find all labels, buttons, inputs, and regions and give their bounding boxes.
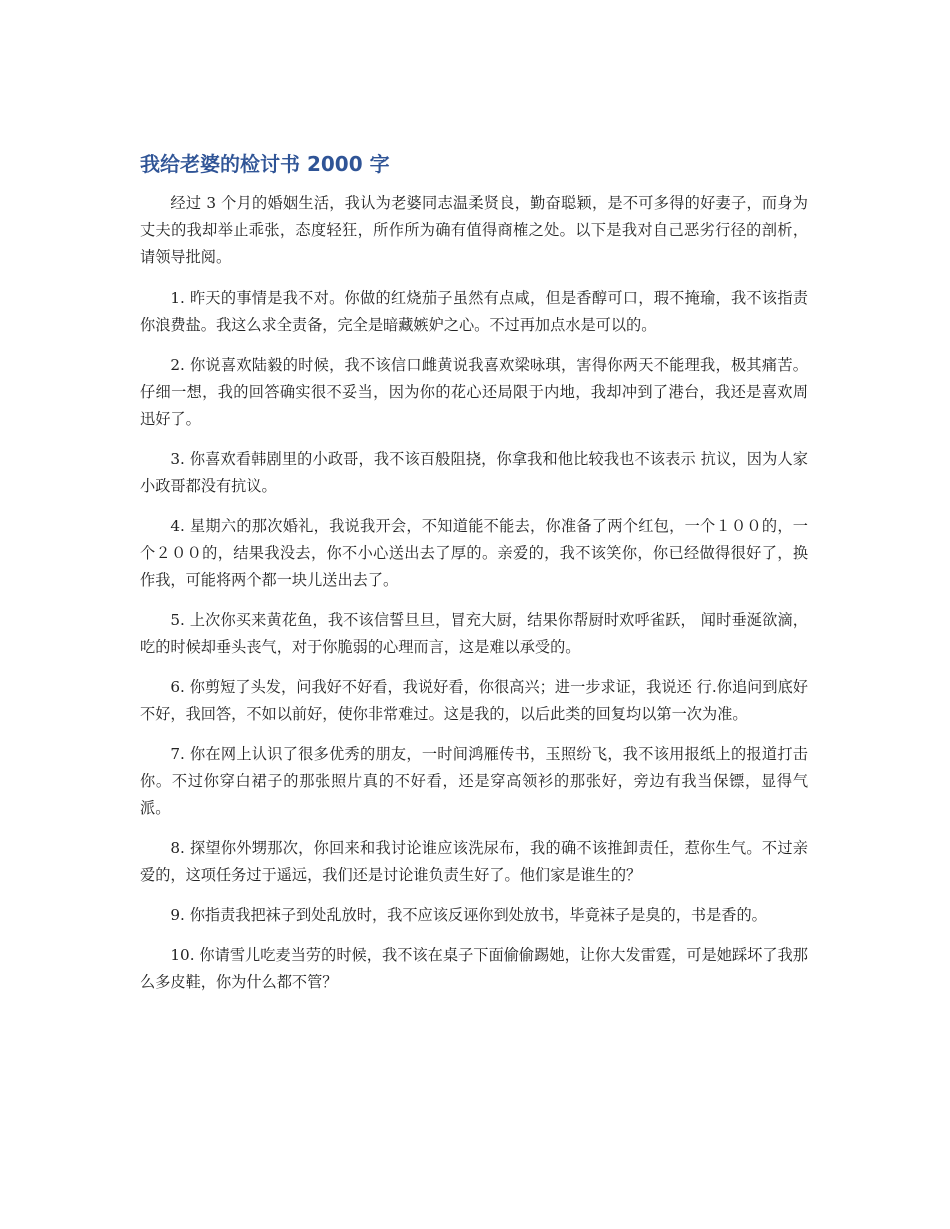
item-paragraph-7: 7. 你在网上认识了很多优秀的朋友，一时间鸿雁传书，玉照纷飞，我不该用报纸上的报道打击你。不过你穿白裙子的那张照片真的不好看，还是穿高领衫的那张好，旁边有我当保镖，显得气派。: [140, 745, 808, 817]
item-paragraph-1: 1. 昨天的事情是我不对。你做的红烧茄子虽然有点咸，但是香醇可口，瑕不掩瑜，我不该指责你浪费盐。我这么求全责备，完全是暗藏嫉妒之心。不过再加点水是可以的。: [140, 289, 808, 334]
item-paragraph-2: 2. 你说喜欢陆毅的时候，我不该信口雌黄说我喜欢梁咏琪，害得你两天不能理我，极其痛苦。仔细一想，我的回答确实很不妥当，因为你的花心还局限于内地，我却冲到了港台，我还是喜欢周迅好了。: [140, 356, 808, 428]
intro-paragraph: 经过 3 个月的婚姻生活，我认为老婆同志温柔贤良，勤奋聪颖，是不可多得的好妻子，而身为丈夫的我却举止乖张，态度轻狂，所作所为确有值得商榷之处。以下是我对自己恶劣行径的剖析，请领导批阅。: [140, 194, 808, 266]
document-page: [140, 148, 808, 1009]
item-paragraph-10: 10. 你请雪儿吃麦当劳的时候，我不该在桌子下面偷偷踢她，让你大发雷霆，可是她踩坏了我那么多皮鞋，你为什么都不管？: [140, 946, 808, 991]
item-paragraph-6: 6. 你剪短了头发，问我好不好看，我说好看，你很高兴；进一步求证，我说还 行.你追问到底好不好，我回答，不如以前好，使你非常难过。这是我的，以后此类的回复均以第一次为准。: [140, 678, 808, 723]
document-title: 我给老婆的检讨书 2000 字: [140, 152, 390, 176]
item-paragraph-9: 9. 你指责我把袜子到处乱放时，我不应该反诬你到处放书，毕竟袜子是臭的，书是香的。: [170, 906, 767, 924]
item-paragraph-4: 4. 星期六的那次婚礼，我说我开会，不知道能不能去，你准备了两个红包，一个１００的，一个２００的，结果我没去，你不小心送出去了厚的。亲爱的，我不该笑你，你已经做得很好了，换作我，可能将两个都一块儿送出去了。: [140, 517, 808, 589]
item-paragraph-8: 8. 探望你外甥那次，你回来和我讨论谁应该洗尿布，我的确不该推卸责任，惹你生气。不过亲爱的，这项任务过于遥远，我们还是讨论谁负责生好了。他们家是谁生的？: [140, 839, 808, 884]
item-paragraph-5: 5. 上次你买来黄花鱼，我不该信誓旦旦，冒充大厨，结果你帮厨时欢呼雀跃， 闻时垂涎欲滴，吃的时候却垂头丧气，对于你脆弱的心理而言，这是难以承受的。: [140, 611, 808, 656]
item-paragraph-3: 3. 你喜欢看韩剧里的小政哥，我不该百般阻挠，你拿我和他比较我也不该表示 抗议，因为人家小政哥都没有抗议。: [140, 450, 808, 495]
